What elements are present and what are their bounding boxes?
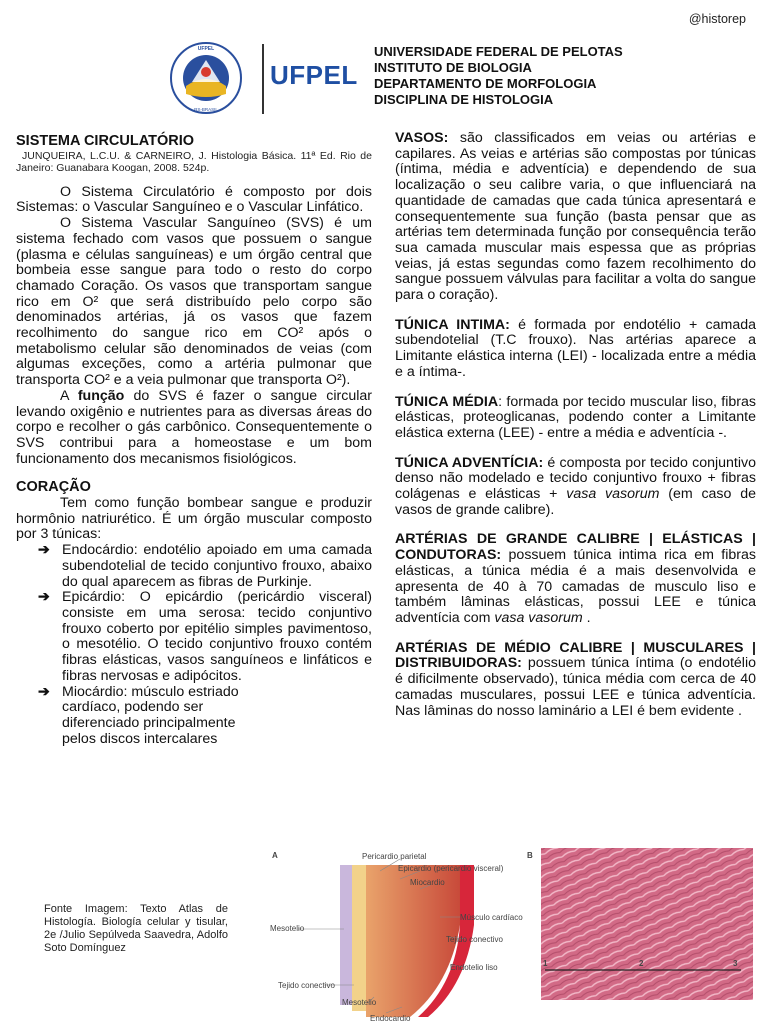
term-intima: TÚNICA INTIMA: xyxy=(395,316,510,333)
text-run: possuem túnica íntima (o endotélio é dificilmente observado), túnica média com cerca de 40 camadas musculares, possui LEE e túnica adventícia. Nas lâminas do nosso laminário a LEI é bem evidente . xyxy=(395,655,756,719)
paragraph-svs: O Sistema Vascular Sanguíneo (SVS) é um sistema fechado com vasos que possuem o sangue (plasma e células sanguíneas) e um órgão central que bombeia esse sangue para todo o resto do corpo chamado Coração. Os vasos que transportam sangue rico em O² que será distribuído pelo corpo são denominados artérias, já os vasos que fazem recolhimento do sangue rico em CO² após o metabolismo celular são denominados de veias (com algumas exceções, como a artéria pulmonar que transporta CO² e a veia pulmonar que transporta O²). xyxy=(16,215,372,389)
svg-text:RS-BRASIL: RS-BRASIL xyxy=(194,107,218,112)
label-mesothelium: Mesotelio xyxy=(270,924,305,933)
text-run: A xyxy=(60,387,78,404)
micrograph-mark: 3 xyxy=(733,959,738,968)
paragraph-intima xyxy=(395,318,756,381)
list-item xyxy=(16,685,372,748)
figure-label-a: A xyxy=(272,851,278,860)
term-medium-arteries: ARTÉRIAS DE MÉDIO CALIBRE | MUSCULARES | DISTRIBUIDORAS: xyxy=(395,639,756,672)
header-divider xyxy=(262,44,264,114)
paragraph-medium-arteries xyxy=(395,641,756,720)
text-run: (em caso de vasos de grande calibre). xyxy=(395,486,756,518)
arrow-bullet-icon: ➔ xyxy=(38,542,50,559)
heart-wall-diagram xyxy=(270,845,523,1023)
label-connective-tissue-2: Tejido conectivo xyxy=(278,981,335,990)
text-run: são classificados em veias ou artérias e capilares. As veias e artérias são compostas por túnicas (íntima, média e adventícia) e dependendo de sua localização o seu calibre varia, o que influenciará na quantidade de camadas que cada túnica apresentará e consequentemente sua função (basta pensar que as artérias tem determinada função por consequência terão sua camada muscular mais espessa que as próprias veias, já estas segundas como fazem recolhimento do sangue possuem válvulas para facilitar a volta do sangue para o coração). xyxy=(395,130,756,304)
left-column xyxy=(16,134,372,747)
paragraph-large-arteries xyxy=(395,532,756,626)
institution-block xyxy=(374,44,623,108)
label-cardiac-muscle: Músculo cardíaco xyxy=(460,913,523,922)
term-media: TÚNICA MÉDIA xyxy=(395,393,499,410)
figure-label-b: B xyxy=(527,851,533,860)
term-vasos: VASOS: xyxy=(395,130,449,146)
paragraph-function xyxy=(16,389,372,468)
italic-term: vasa vasorum xyxy=(566,486,660,503)
text-run: é composta por tecido conjuntivo denso não modelado e tecido conjuntivo frouxo + fibras colágenas e elásticas + xyxy=(395,454,756,503)
label-pericardium: Pericardio parietal xyxy=(362,852,427,861)
label-myocardium: Miocardio xyxy=(410,878,445,887)
list-item xyxy=(16,590,372,684)
svg-text:UFPEL: UFPEL xyxy=(197,46,215,52)
bullet-text-myocardium: Miocárdio: músculo estriado cardíaco, podendo ser diferenciado principalmente pelos discos intercalares xyxy=(62,683,239,747)
label-mesothelium-2: Mesotelio xyxy=(342,998,377,1007)
text-run: é formada por endotélio + camada subendotelial (T.C frouxo). Nas artérias aparece a Limitante elástica interna (LEI) - localizada entre a média e a íntima-. xyxy=(395,316,756,380)
right-column xyxy=(395,131,756,719)
histology-micrograph xyxy=(527,848,753,1000)
text-run: : formada por tecido muscular liso, fibras elásticas, proteoglicanas, podendo conter a Limitante elástica externa (LEE) - entre a média e adventícia -. xyxy=(395,393,756,441)
list-item xyxy=(16,543,372,590)
image-source-caption: Fonte Imagem: Texto Atlas de Histología. Biología celular y tisular, 2e /Julio Sepúlveda Saavedra, Adolfo Soto Domínguez xyxy=(44,903,228,954)
bold-term: função xyxy=(77,387,125,404)
arrow-bullet-icon: ➔ xyxy=(38,683,50,700)
bullet-text-endocardium: Endocárdio: endotélio apoiado em uma camada subendotelial de tecido conjuntivo frouxo, abaixo do qual aparecem as fibras de Purkinje. xyxy=(62,542,372,590)
paragraph-adventitia xyxy=(395,456,756,519)
label-smooth-endothelium: Endotelio liso xyxy=(450,963,498,972)
section-title-heart: CORAÇÃO xyxy=(16,479,91,496)
label-connective-tissue: Tejido conectivo xyxy=(446,935,503,944)
institution-line: DEPARTAMENTO DE MORFOLOGIA xyxy=(374,76,597,91)
institution-line: DISCIPLINA DE HISTOLOGIA xyxy=(374,92,554,107)
paragraph-heart: Tem como função bombear sangue e produzir hormônio natriurético. É um órgão muscular composto por 3 túnicas: xyxy=(16,495,372,543)
term-large-arteries: ARTÉRIAS DE GRANDE CALIBRE | ELÁSTICAS | CONDUTORAS: xyxy=(395,531,756,564)
paragraph-vasos xyxy=(395,131,756,304)
text-run: do SVS é fazer o sangue circular levando oxigênio e nutrientes para as diversas áreas do corpo e recolher o gás carbônico. Consequentemente o SVS contribui para a homeostase e um bom funcionamento dos mecanismos fisiológicos. xyxy=(16,387,372,467)
bibliographic-reference: JUNQUEIRA, L.C.U. & CARNEIRO, J. Histologia Básica. 11ª Ed. Rio de Janeiro: Guanabara Koogan, 2008. 524p. xyxy=(16,149,372,175)
paragraph-intro: O Sistema Circulatório é composto por dois Sistemas: o Vascular Sanguíneo e o Vascular Linfático. xyxy=(16,183,372,216)
institution-line: INSTITUTO DE BIOLOGIA xyxy=(374,60,532,75)
arrow-bullet-icon: ➔ xyxy=(38,589,50,606)
social-handle: @historep xyxy=(688,12,746,26)
ufpel-logo-text: UFPEL xyxy=(270,60,358,90)
institution-line: UNIVERSIDADE FEDERAL DE PELOTAS xyxy=(374,44,623,59)
paragraph-media xyxy=(395,395,756,442)
micrograph-mark: 1 xyxy=(543,959,548,968)
text-run: possuem túnica intima rica em fibras elásticas, a túnica média é a mais desenvolvida e apresenta de 40 à 70 camadas de musculo liso e também lâminas elásticas, possui LEE e túnica adventícia com xyxy=(395,547,756,626)
bullet-text-epicardium: Epicárdio: O epicárdio (pericárdio visceral) consiste em uma serosa: tecido conjuntivo frouxo coberto por epitélio simples pavimentoso, o mesotélio. O tecido conjuntivo frouxo contém fibras elásticas, vasos sanguíneos e linfáticos e fibras nervosas e adipócitos. xyxy=(62,589,372,684)
micrograph-mark: 2 xyxy=(639,959,644,968)
section-title-circulatory: SISTEMA CIRCULATÓRIO xyxy=(16,133,195,149)
term-adventitia: TÚNICA ADVENTÍCIA: xyxy=(395,454,544,471)
label-epicardium: Epicardio (pericardio visceral) xyxy=(398,864,504,873)
university-seal-logo xyxy=(170,42,242,114)
text-run: . xyxy=(582,609,591,626)
label-endocardium: Endocardio xyxy=(370,1014,411,1023)
italic-term: vasa vasorum xyxy=(494,609,583,626)
